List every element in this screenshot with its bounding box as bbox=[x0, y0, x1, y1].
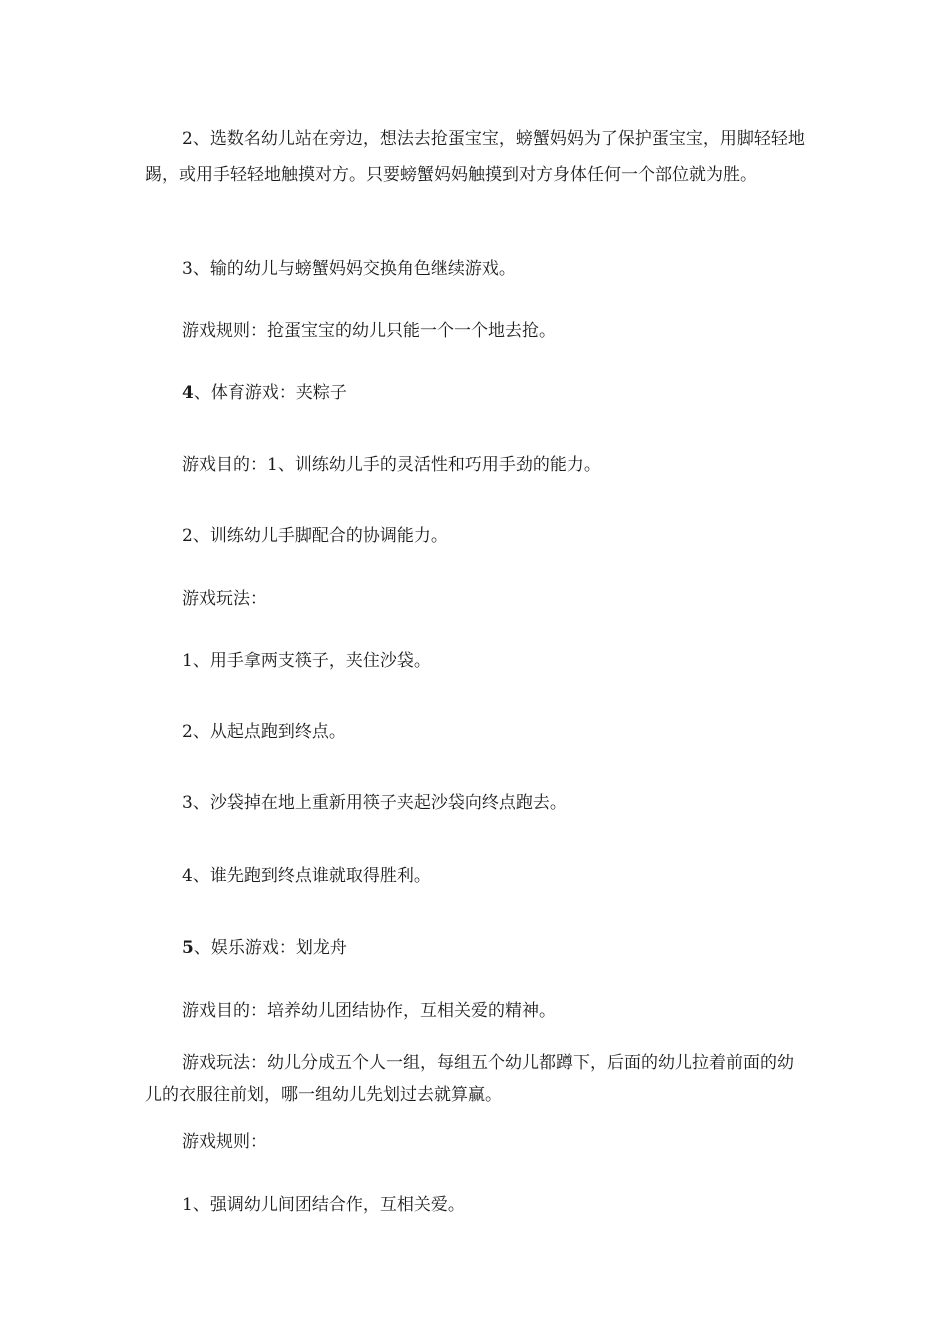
heading-section-4 bbox=[145, 375, 810, 411]
paragraph-dragonboat-goal: 游戏目的：培养幼儿团结协作，互相关爱的精神。 bbox=[182, 1001, 556, 1021]
heading-section-5 bbox=[145, 930, 810, 966]
heading-section-4-number: 4 bbox=[182, 383, 194, 403]
paragraph-crab-rules-2: 2、选数名幼儿站在旁边，想法去抢蛋宝宝，螃蟹妈妈为了保护蛋宝宝，用脚轻轻地踢，或用手轻轻地触摸对方。只要螃蟹妈妈触摸到对方身体任何一个部位就为胜。 bbox=[145, 129, 805, 185]
paragraph-zongzi-goal-1: 游戏目的：1、训练幼儿手的灵活性和巧用手劲的能力。 bbox=[182, 455, 601, 475]
heading-section-5-number: 5 bbox=[182, 938, 194, 958]
paragraph-zongzi-step-4: 4、谁先跑到终点谁就取得胜利。 bbox=[182, 866, 431, 886]
paragraph-zongzi-play-title: 游戏玩法： bbox=[182, 589, 267, 609]
paragraph-crab-rules-3: 3、输的幼儿与螃蟹妈妈交换角色继续游戏。 bbox=[182, 259, 516, 279]
paragraph-zongzi-step-2: 2、从起点跑到终点。 bbox=[182, 722, 346, 742]
paragraph-game-rule: 游戏规则：抢蛋宝宝的幼儿只能一个一个地去抢。 bbox=[182, 321, 556, 341]
paragraph-dragonboat-rule-1: 1、强调幼儿间团结合作，互相关爱。 bbox=[182, 1195, 465, 1215]
paragraph-zongzi-step-1: 1、用手拿两支筷子，夹住沙袋。 bbox=[182, 651, 431, 671]
paragraph-zongzi-goal-2: 2、训练幼儿手脚配合的协调能力。 bbox=[182, 526, 448, 546]
paragraph-dragonboat-rules-title: 游戏规则： bbox=[182, 1132, 267, 1152]
paragraph-dragonboat-play: 游戏玩法：幼儿分成五个人一组，每组五个幼儿都蹲下，后面的幼儿拉着前面的幼儿的衣服往前划，哪一组幼儿先划过去就算赢。 bbox=[145, 1053, 794, 1105]
paragraph-zongzi-step-3: 3、沙袋掉在地上重新用筷子夹起沙袋向终点跑去。 bbox=[182, 793, 567, 813]
heading-section-5-title: 、娱乐游戏：划龙舟 bbox=[193, 938, 347, 958]
heading-section-4-title: 、体育游戏：夹粽子 bbox=[193, 383, 347, 403]
